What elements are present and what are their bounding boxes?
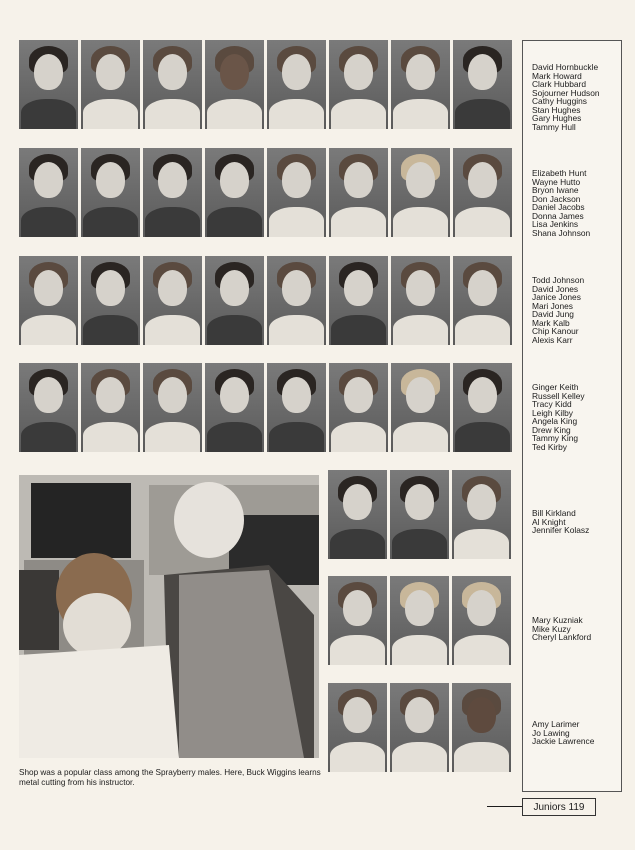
portrait: [205, 256, 264, 345]
student-name: Ted Kirby: [532, 441, 567, 452]
portrait-row-3: [19, 256, 512, 345]
portrait-row-1: [19, 40, 512, 129]
portrait-row-4: [19, 363, 512, 452]
student-name: Jackie Lawrence: [532, 736, 595, 746]
portrait: [390, 470, 449, 559]
page-number: 119: [568, 801, 585, 813]
shop-photo-illustration: [19, 475, 319, 758]
student-name: Bill Kirkland: [532, 508, 576, 518]
portrait: [328, 470, 387, 559]
footer-rule: [487, 806, 522, 807]
portrait: [267, 363, 326, 452]
portrait: [329, 148, 388, 237]
portrait: [267, 256, 326, 345]
portrait: [329, 256, 388, 345]
portrait: [391, 40, 450, 129]
portrait: [81, 148, 140, 237]
name-group-7: [532, 720, 594, 746]
page-footer: [522, 798, 596, 816]
portrait: [19, 148, 78, 237]
portrait: [453, 148, 512, 237]
student-name: Janice Jones: [532, 292, 581, 302]
portrait: [205, 40, 264, 129]
portrait: [267, 40, 326, 129]
student-name: Clark Hubbard: [532, 79, 586, 89]
names-panel: [522, 40, 622, 792]
student-name: Drew King: [532, 424, 571, 435]
student-name: Tammy King: [532, 433, 579, 443]
portrait: [390, 576, 449, 665]
student-name: Elizabeth Hunt: [532, 168, 587, 178]
student-name: Mary Kuzniak: [532, 615, 583, 625]
student-name: Jennifer Kolasz: [532, 525, 590, 535]
student-name: David Hornbuckle: [532, 62, 599, 72]
student-name: Tammy Hull: [532, 121, 576, 132]
student-name: Angela King: [532, 416, 578, 426]
student-name: Jo Lawing: [532, 727, 570, 738]
student-name: Leigh Kilby: [532, 407, 573, 418]
student-name: Al Knight: [532, 516, 566, 527]
student-name: Stan Hughes: [532, 104, 581, 115]
portrait: [143, 40, 202, 129]
name-group-1: [532, 63, 600, 131]
portrait: [19, 40, 78, 129]
student-name: Amy Larimer: [532, 719, 580, 729]
portrait: [143, 256, 202, 345]
portrait-row-7: [328, 683, 511, 772]
name-group-4: [532, 383, 585, 451]
student-name: Cheryl Lankford: [532, 632, 592, 642]
portrait: [390, 683, 449, 772]
student-name: Mari Jones: [532, 300, 573, 311]
portrait: [143, 363, 202, 452]
student-name: Don Jackson: [532, 193, 581, 204]
portrait: [205, 148, 264, 237]
portrait: [81, 256, 140, 345]
portrait: [205, 363, 264, 452]
student-name: Tracy Kidd: [532, 399, 572, 409]
portrait: [328, 576, 387, 665]
portrait: [391, 148, 450, 237]
portrait: [453, 256, 512, 345]
portrait-row-2: [19, 148, 512, 237]
portrait: [329, 363, 388, 452]
student-name: Russell Kelley: [532, 390, 585, 401]
portrait-row-5: [328, 470, 511, 559]
student-name: David Jones: [532, 283, 579, 294]
student-name: Wayne Hutto: [532, 176, 581, 187]
portrait: [19, 363, 78, 452]
name-group-2: [532, 169, 590, 237]
student-name: Chip Kanour: [532, 326, 579, 336]
portrait: [391, 256, 450, 345]
portrait: [328, 683, 387, 772]
student-name: Bryon Iwane: [532, 185, 579, 195]
name-group-6: [532, 616, 591, 642]
portrait: [453, 40, 512, 129]
name-group-5: [532, 509, 589, 535]
student-name: Mike Kuzy: [532, 623, 571, 634]
student-name: Alexis Karr: [532, 334, 573, 345]
student-name: Mark Kalb: [532, 317, 570, 328]
student-name: Ginger Keith: [532, 382, 579, 392]
portrait: [143, 148, 202, 237]
student-name: Daniel Jacobs: [532, 202, 585, 212]
portrait-row-6: [328, 576, 511, 665]
student-name: David Jung: [532, 309, 574, 319]
student-name: Lisa Jenkins: [532, 219, 579, 229]
portrait: [329, 40, 388, 129]
student-name: Todd Johnson: [532, 275, 585, 285]
portrait: [267, 148, 326, 237]
name-group-3: [532, 276, 584, 344]
student-name: Donna James: [532, 210, 584, 221]
portrait: [391, 363, 450, 452]
portrait: [452, 470, 511, 559]
student-name: Mark Howard: [532, 70, 582, 81]
portrait: [452, 576, 511, 665]
portrait: [452, 683, 511, 772]
portrait: [19, 256, 78, 345]
portrait: [81, 40, 140, 129]
student-name: Sojourner Hudson: [532, 87, 600, 98]
student-name: Shana Johnson: [532, 227, 591, 238]
student-name: Gary Hughes: [532, 113, 582, 123]
photo-caption: Shop was a popular class among the Sprayberry males. Here, Buck Wiggins learns metal cutting from his instructor.: [19, 768, 321, 787]
section-label: Juniors: [533, 801, 566, 813]
candid-shop-photo: [19, 475, 319, 758]
student-name: Cathy Huggins: [532, 96, 587, 106]
portrait: [453, 363, 512, 452]
portrait: [81, 363, 140, 452]
